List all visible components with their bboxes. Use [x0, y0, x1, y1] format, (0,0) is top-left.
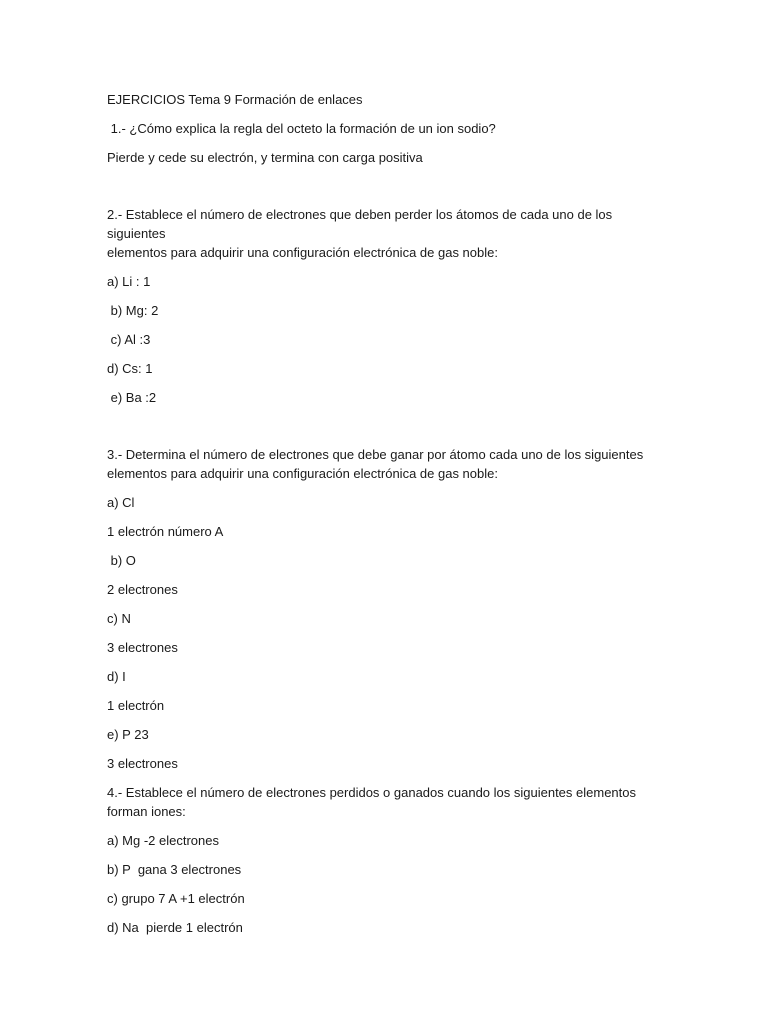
- question-1: 1.- ¿Cómo explica la regla del octeto la formación de un ion sodio?: [107, 121, 496, 136]
- question-2-line-1: 2.- Establece el número de electrones que deben perder los átomos de cada uno de los siguientes: [107, 207, 613, 241]
- question-2-line-2: elementos para adquirir una configuración electrónica de gas noble:: [107, 245, 498, 260]
- answer-3-item: 1 electrón número A: [107, 524, 224, 539]
- answer-3-item: e) P 23: [107, 727, 149, 742]
- question-4: [107, 783, 667, 821]
- answer-2-item: d) Cs: 1: [107, 361, 153, 376]
- answer-4-item: b) P gana 3 electrones: [107, 862, 242, 877]
- answer-2-item: e) Ba :2: [107, 390, 157, 405]
- answer-3-item: b) O: [107, 553, 136, 568]
- answer-3-item: d) I: [107, 669, 126, 684]
- answer-4-item: d) Na pierde 1 electrón: [107, 920, 243, 935]
- answer-4-item: a) Mg -2 electrones: [107, 833, 219, 848]
- question-4-line-1: 4.- Establece el número de electrones perdidos o ganados cuando los siguientes elementos: [107, 785, 637, 800]
- document-title: EJERCICIOS Tema 9 Formación de enlaces: [107, 92, 363, 107]
- question-2: [107, 205, 667, 262]
- answer-2-item: c) Al :3: [107, 332, 151, 347]
- answer-3-item: c) N: [107, 611, 131, 626]
- answer-2-item: a) Li : 1: [107, 274, 151, 289]
- question-3: [107, 445, 667, 483]
- answer-4-item: c) grupo 7 A +1 electrón: [107, 891, 245, 906]
- question-3-line-2: elementos para adquirir una configuración electrónica de gas noble:: [107, 466, 498, 481]
- answer-3-item: a) Cl: [107, 495, 135, 510]
- question-3-line-1: 3.- Determina el número de electrones que debe ganar por átomo cada uno de los siguientes: [107, 447, 644, 462]
- document-body: [107, 90, 667, 937]
- answer-2-item: b) Mg: 2: [107, 303, 159, 318]
- question-4-line-2: forman iones:: [107, 804, 186, 819]
- answer-1: Pierde y cede su electrón, y termina con carga positiva: [107, 150, 423, 165]
- answer-3-item: 2 electrones: [107, 582, 178, 597]
- answer-3-item: 3 electrones: [107, 640, 178, 655]
- answer-3-item: 1 electrón: [107, 698, 165, 713]
- answer-3-item: 3 electrones: [107, 756, 178, 771]
